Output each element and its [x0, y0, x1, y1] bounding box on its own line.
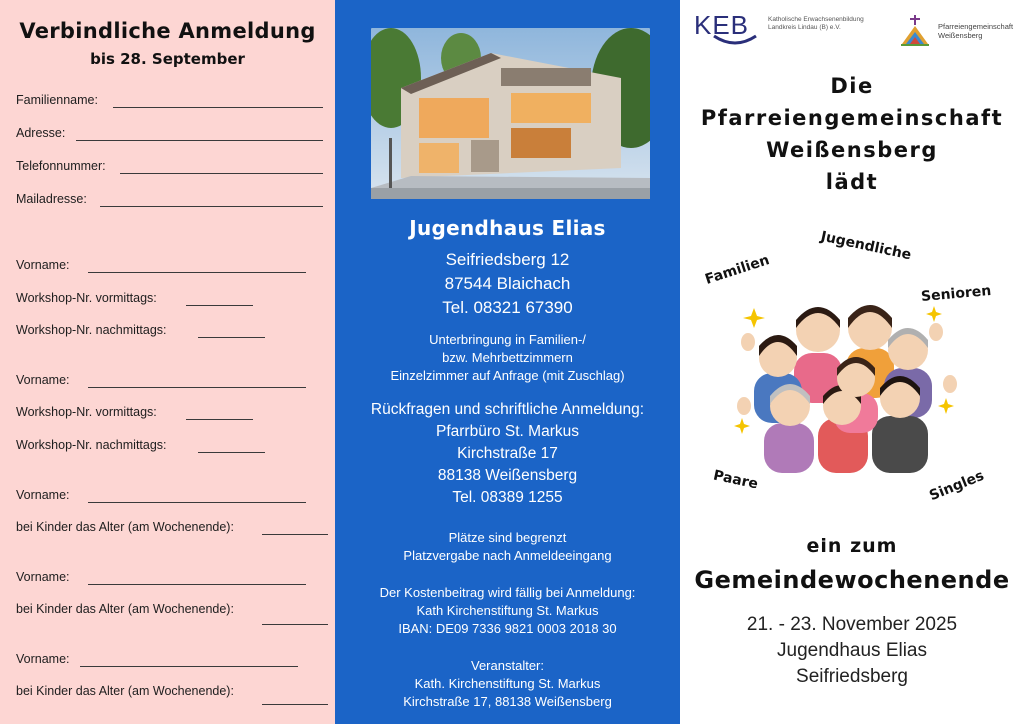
- group-jugendliche: Jugendliche: [819, 228, 913, 264]
- blank-line[interactable]: [186, 419, 253, 420]
- places-line: Platzvergabe nach Anmeldeeingang: [403, 548, 612, 563]
- blank-line[interactable]: [186, 305, 253, 306]
- field-label: Vorname:: [16, 488, 70, 502]
- people-crowd-illustration: [734, 298, 962, 473]
- field-label: Adresse:: [16, 126, 66, 140]
- field-label: Workshop-Nr. vormittags:: [16, 291, 157, 305]
- field-label: Vorname:: [16, 258, 70, 272]
- field-label: Vorname:: [16, 570, 70, 584]
- jugendhaus-photo: [371, 28, 650, 199]
- accommodation-line: Einzelzimmer auf Anfrage (mit Zuschlag): [390, 368, 625, 383]
- headline-line: Pfarreiengemeinschaft: [700, 106, 1004, 130]
- group-paare: Paare: [711, 467, 760, 493]
- blank-line[interactable]: [113, 107, 323, 108]
- pfarreiengemeinschaft-logo: [898, 14, 1014, 52]
- blank-line[interactable]: [88, 584, 306, 585]
- event-place-location: Seifriedsberg: [796, 666, 908, 687]
- field-label: bei Kinder das Alter (am Wochenende):: [16, 520, 234, 534]
- blank-line[interactable]: [88, 502, 306, 503]
- group-singles: Singles: [927, 467, 987, 505]
- field-label: Telefonnummer:: [16, 159, 106, 173]
- event-place: Jugendhaus Elias: [777, 640, 927, 661]
- contact-phone: Tel. 08389 1255: [452, 489, 563, 506]
- headline-line: Die: [830, 74, 874, 98]
- blank-line[interactable]: [76, 140, 323, 141]
- group-senioren: Senioren: [920, 282, 992, 306]
- church-cross-icon: [898, 14, 932, 48]
- organizer-line: Kath. Kirchenstiftung St. Markus: [414, 676, 601, 691]
- headline-line: lädt: [825, 170, 879, 194]
- blank-line[interactable]: [262, 704, 328, 705]
- iban: IBAN: DE09 7336 9821 0003 2018 30: [398, 621, 617, 636]
- keb-wordmark: KEB: [694, 10, 750, 40]
- accommodation-line: bzw. Mehrbettzimmern: [442, 350, 573, 365]
- venue-phone: Tel. 08321 67390: [442, 298, 573, 317]
- event-title: Gemeindewochenende: [694, 566, 1010, 594]
- blank-line[interactable]: [80, 666, 298, 667]
- event-date: 21. - 23. November 2025: [746, 614, 958, 635]
- venue-info-panel: [335, 0, 680, 724]
- field-label: Workshop-Nr. nachmittags:: [16, 323, 167, 337]
- field-label: Vorname:: [16, 373, 70, 387]
- field-label: Familienname:: [16, 93, 98, 107]
- field-label: Workshop-Nr. nachmittags:: [16, 438, 167, 452]
- field-label: Vorname:: [16, 652, 70, 666]
- organizer-line: Kirchstraße 17, 88138 Weißensberg: [403, 694, 612, 709]
- blank-line[interactable]: [198, 452, 265, 453]
- headline-line: Weißensberg: [766, 138, 938, 162]
- payment-line: Kath Kirchenstiftung St. Markus: [416, 603, 599, 618]
- field-label: bei Kinder das Alter (am Wochenende):: [16, 602, 234, 616]
- blank-line[interactable]: [262, 624, 328, 625]
- venue-street: Seifriedsberg 12: [445, 250, 570, 269]
- venue-name: Jugendhaus Elias: [409, 216, 606, 240]
- form-deadline: bis 28. September: [90, 50, 245, 68]
- invitation-panel: [680, 0, 1024, 724]
- ein-zum: ein zum: [806, 535, 898, 557]
- contact-line: Pfarrbüro St. Markus: [436, 423, 579, 440]
- contact-line: Kirchstraße 17: [457, 445, 558, 462]
- group-familien: Familien: [703, 252, 772, 288]
- venue-city: 87544 Blaichach: [444, 274, 571, 293]
- blank-line[interactable]: [88, 272, 306, 273]
- blank-line[interactable]: [262, 534, 328, 535]
- keb-swoosh-icon: [712, 34, 758, 48]
- field-label: Mailadresse:: [16, 192, 87, 206]
- field-label: Workshop-Nr. vormittags:: [16, 405, 157, 419]
- accommodation-line: Unterbringung in Familien-/: [429, 332, 586, 347]
- contact-line: 88138 Weißensberg: [437, 467, 578, 484]
- blank-line[interactable]: [100, 206, 323, 207]
- payment-line: Der Kostenbeitrag wird fällig bei Anmeldung:: [379, 585, 636, 600]
- places-line: Plätze sind begrenzt: [448, 530, 567, 545]
- keb-subtitle: Katholische Erwachsenenbildung Landkreis Lindau (B) e.V.: [768, 16, 864, 31]
- blank-line[interactable]: [198, 337, 265, 338]
- registration-form-panel: [0, 0, 335, 724]
- contact-heading: Rückfragen und schriftliche Anmeldung:: [370, 401, 645, 418]
- form-title: Verbindliche Anmeldung: [19, 19, 316, 43]
- field-label: bei Kinder das Alter (am Wochenende):: [16, 684, 234, 698]
- blank-line[interactable]: [88, 387, 306, 388]
- pg-subtitle: Pfarreiengemeinschaft Weißensberg: [938, 22, 1014, 40]
- blank-line[interactable]: [120, 173, 323, 174]
- organizer-label: Veranstalter:: [471, 658, 544, 673]
